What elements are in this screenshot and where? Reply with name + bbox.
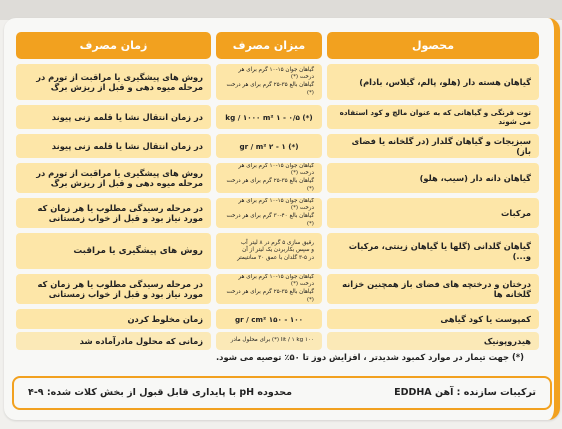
table-row-dose <box>216 309 322 329</box>
dose-line: گیاهان جوان ۱۵-۱۰ گرم برای هر درخت (*) <box>238 163 314 177</box>
dose-line: گیاهان بالغ ۴۰-۳۰ گرم برای هر درخت (*) <box>226 213 314 227</box>
table-row-dose <box>216 233 322 269</box>
header-time: زمان مصرف <box>16 32 211 59</box>
table-row-product <box>327 163 539 193</box>
header-product: محصول <box>327 32 539 59</box>
time-text: در زمان انتقال نشا یا قلمه زنی پیوند <box>51 111 203 122</box>
table-row-product <box>327 134 539 158</box>
ph-range-text: محدوده pH با پایداری قابل قبول از بخش کلات شده: ۹-۴ <box>28 387 293 398</box>
table-row-time <box>16 274 211 304</box>
time-text: در زمان انتقال نشا یا قلمه زنی پیوند <box>51 140 203 151</box>
dose-line: گیاهان جوان ۱۵-۱۰ گرم برای هر درخت (*) <box>238 274 314 288</box>
time-text: روش های پیشگیری یا مراقبت از تورم در مرحله میوه دهی و قبل از ریزش برگ <box>36 71 203 92</box>
table-row-product <box>327 309 539 329</box>
product-text: سبزیجات و گیاهان گلدار (در گلخانه یا فضای باز) <box>351 135 531 156</box>
product-text: درختان و درختچه های فضای باز همچنین خزانه گلخانه ها <box>342 278 531 299</box>
time-text: در مرحله رسیدگی مطلوب یا هر زمان که مورد نیاز بود و قبل از خواب زمستانی <box>37 202 203 223</box>
dose-line: و سپس بکاربردن یک لیتر از آن <box>242 247 314 254</box>
product-text: کمپوست یا کود گیاهی <box>440 313 531 324</box>
dose-line: گیاهان جوان ۱۵-۱۰ گرم برای هر درخت (*) <box>238 66 314 81</box>
table-row-dose <box>216 332 322 350</box>
composition-text: ترکیبات سازنده : آهن EDDHA <box>394 387 536 398</box>
time-text: زمانی که محلول مادرآماده شد <box>79 335 203 346</box>
table-row-time <box>16 332 211 350</box>
table-row-product <box>327 64 539 100</box>
product-text: هیدروپونیک <box>483 335 531 346</box>
dose-line: ۱۰۰ lit / ۱ kg (*) برای محلول مادر <box>230 337 314 344</box>
table-row-dose <box>216 163 322 193</box>
table-row-dose <box>216 274 322 304</box>
table-row-dose <box>216 64 322 100</box>
top-strip <box>0 0 562 20</box>
table-card <box>4 18 560 420</box>
dose-text: ۱۰۰ - ۱۵۰ gr / cm² <box>234 314 304 324</box>
dose-line: رقیق سازی ۵ گرم در ۸ لیتر آب <box>240 239 314 246</box>
dose-text: (*) ۰/۵ - ۱ kg / ۱۰۰۰ m² <box>225 112 313 122</box>
composition-bar <box>12 376 552 410</box>
product-text: توت فرنگی و گیاهانی که به عنوان مالچ و کود استفاده می شوند <box>339 108 531 126</box>
table-row-time <box>16 64 211 100</box>
time-text: روش های پیشگیری یا مراقبت <box>73 245 203 256</box>
dosage-note: (*) جهت تیمار در موارد کمبود شدیدتر ، افزایش دوز تا ۵۰٪ توصیه می شود. <box>215 352 524 362</box>
table-row-dose <box>216 134 322 158</box>
table-row-product <box>327 198 539 228</box>
dose-text: (*) ۱ - ۲ gr / m² <box>239 141 299 151</box>
time-text: زمان مخلوط کردن <box>127 313 203 324</box>
table-row-time <box>16 105 211 129</box>
table-row-product <box>327 274 539 304</box>
table-row-time <box>16 309 211 329</box>
header-dosage: میزان مصرف <box>216 32 322 59</box>
table-row-product <box>327 105 539 129</box>
table-row-dose <box>216 105 322 129</box>
time-text: در مرحله رسیدگی مطلوب یا هر زمان که مورد نیاز بود و قبل از خواب زمستانی <box>37 278 203 299</box>
dose-line: گیاهان بالغ ۳۵-۲۵ گرم برای هر درخت (*) <box>226 178 314 192</box>
table-row-product <box>327 332 539 350</box>
table-row-dose <box>216 198 322 228</box>
table-row-time <box>16 198 211 228</box>
table-row-time <box>16 233 211 269</box>
dose-line: گیاهان جوان ۱۵-۱۰ گرم برای هر درخت (*) <box>238 198 314 212</box>
product-text: گیاهان گلدانی (گلها یا گیاهان زینتی، مرکبات و...) <box>348 240 531 261</box>
dose-line: گیاهان بالغ ۳۵-۲۵ گرم برای هر درخت (*) <box>226 289 314 303</box>
product-text: گیاهان دانه دار (سیب، هلو) <box>419 172 531 183</box>
table-row-time <box>16 163 211 193</box>
product-text: مرکبات <box>501 207 531 218</box>
time-text: روش های پیشگیری یا مراقبت از تورم در مرحله میوه دهی و قبل از ریزش برگ <box>36 167 203 188</box>
table-row-time <box>16 134 211 158</box>
dose-line: گیاهان بالغ ۳۵-۲۵ گرم برای هر درخت (*) <box>226 82 314 96</box>
dose-line: در ۵-۳ گلدان با عمق ۳۰ سانتیمتر <box>237 254 314 261</box>
table-row-product <box>327 233 539 269</box>
product-text: گیاهان هسته دار (هلو، پالم، گیلاس، بادام) <box>359 76 531 87</box>
